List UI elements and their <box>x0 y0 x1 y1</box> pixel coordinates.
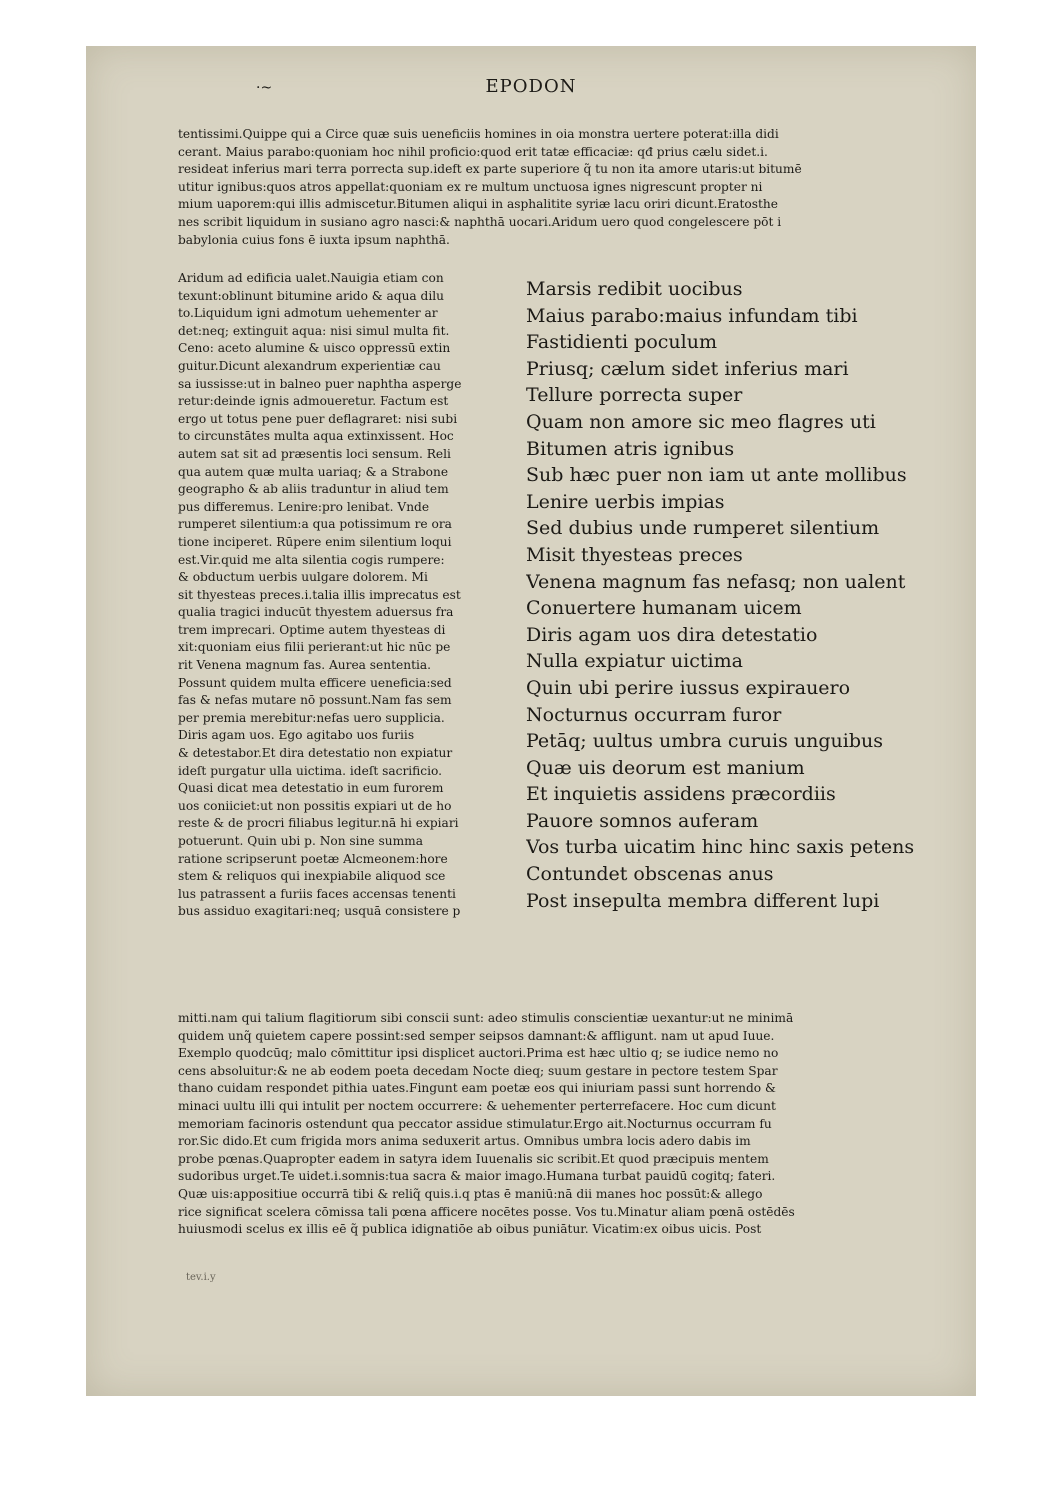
commentary-left-line: to circunstātes multa aqua extinxissent. Hoc <box>178 429 454 444</box>
commentary-left-line: reste & de procri filiabus legitur.nā hi expiari <box>178 816 459 831</box>
commentary-left-line: stem & reliquos qui inexpiabile aliquod sce <box>178 869 446 884</box>
commentary-bottom-line: ror.Sic dido.Et cum frigida mors anima seduxerit artus. Omnibus umbra locis adero dabis im <box>178 1134 751 1149</box>
verses-line: Et inquietis assidens præcordiis <box>526 783 836 806</box>
commentary-top-line: nes scribit liquidum in susiano agro nasci:& naphthā uocari.Aridum uero quod congelescere pōt i <box>178 214 782 229</box>
commentary-bottom-line: minaci uultu illi qui intulit per noctem occurrere: & uehementer perterrefacere. Hoc cum dicunt <box>178 1098 776 1113</box>
commentary-left-line: Aridum ad edificia ualet.Nauigia etiam con <box>178 271 444 285</box>
verses-line: Venena magnum fas nefasq; non ualent <box>526 570 906 593</box>
commentary-bottom-line: probe pœnas.Quapropter eadem in satyra idem Iuuenalis sic scribit.Et quod præcipuis mentem <box>178 1151 769 1166</box>
verses-line: Contundet obscenas anus <box>526 863 774 886</box>
verses-line: Bitumen atris ignibus <box>526 437 735 460</box>
commentary-bottom-line: mitti.nam qui talium flagitiorum sibi conscii sunt: adeo stimulis conscientiæ uexantur:ut ne minimā <box>178 1011 794 1025</box>
commentary-left-line: pus differemus. Lenire:pro lenibat. Vnde <box>178 499 430 514</box>
commentary-left-line: qualia tragici inducūt thyestem aduersus fra <box>178 605 454 620</box>
commentary-left-line: bus assiduo exagitari:neq; usquā consistere p <box>178 904 461 919</box>
verses-line: Quæ uis deorum est manium <box>526 756 805 779</box>
commentary-top-line: mium uaporem:qui illis admiscetur.Bitumen aliqui in asphalitite syriæ lacu oriri dicunt.Eratosthe <box>178 197 778 212</box>
commentary-left-line: sit thyesteas preces.i.talia illis imprecatus est <box>178 587 461 602</box>
commentary-bottom-line: Quæ uis:appositiue occurrā tibi & reliq̃ quis.i.q ptas ē maniū:nā dii manes hoc possūt:& allego <box>178 1186 763 1201</box>
commentary-left-line: sa iussisse:ut in balneo puer naphtha asperge <box>178 376 462 391</box>
commentary-left-line: lus patrassent a furiis faces accensas tenenti <box>178 886 456 901</box>
verses-line: Marsis redibit uocibus <box>526 278 743 300</box>
commentary-left-line: ideſt purgatur ulla uictima. ideſt sacrificio. <box>178 763 443 778</box>
commentary-left-line: tione inciperet. Rūpere enim silentium loqui <box>178 534 452 549</box>
verses-line: Tellure porrecta super <box>526 384 743 407</box>
commentary-bottom <box>178 1010 968 1239</box>
verses-line: Post insepulta membra different lupi <box>526 889 880 912</box>
verses-line: Maius parabo:maius infundam tibi <box>526 304 858 327</box>
verses-line: Pauore somnos auferam <box>526 809 759 832</box>
commentary-left-line: ratione scripserunt poetæ Alcmeonem:hore <box>178 851 448 866</box>
commentary-top-line: babylonia cuius fons ē iuxta ipsum naphthā. <box>178 232 450 247</box>
verses-line: Nocturnus occurram furor <box>526 703 782 726</box>
verse-column <box>526 276 936 914</box>
verses-line: Vos turba uicatim hinc hinc saxis petens <box>526 836 915 859</box>
commentary-bottom-line: quidem unq̃ quietem capere possint:sed semper seipsos damnant:& affligunt. nam ut apud Iuue. <box>178 1028 775 1043</box>
commentary-left-line: Possunt quidem multa efficere ueneficia:sed <box>178 675 452 690</box>
commentary-left-line: & detestabor.Et dira detestatio non expiatur <box>178 746 453 761</box>
commentary-left-line: uos coniiciet:ut non possitis expiari ut de ho <box>178 798 452 813</box>
commentary-top-line: tentissimi.Quippe qui a Circe quæ suis ueneficiis homines in oia monstra uertere poterat:illa didi <box>178 127 779 141</box>
commentary-left <box>178 270 523 921</box>
verses-line: Sed dubius unde rumperet silentium <box>526 517 880 540</box>
commentary-bottom-line: memoriam facinoris ostendunt qua peccator assidue stimulatur.Ergo ait.Nocturnus occurram fu <box>178 1116 772 1131</box>
commentary-left-line: fas & nefas mutare nō possunt.Nam fas sem <box>178 693 452 708</box>
commentary-bottom-line: cens absoluitur:& ne ab eodem poeta decedam Nocte dieq; suum gestare in pectore testem Spar <box>178 1063 778 1078</box>
verses-line: Lenire uerbis impias <box>526 490 725 513</box>
verses-line: Priusq; cælum sidet inferius mari <box>526 357 849 380</box>
verses-line: Sub hæc puer non iam ut ante mollibus <box>526 464 907 487</box>
commentary-left-line: guitur.Dicunt alexandrum experientiæ cau <box>178 358 441 373</box>
commentary-left-line: xit:quoniam eius filii perierant:ut hic nūc pe <box>178 640 451 655</box>
commentary-left-line: est.Vir.quid me alta silentia cogis rumpere: <box>178 552 445 567</box>
verses-line: Petāq; uultus umbra curuis unguibus <box>526 730 883 753</box>
verses-line: Misit thyesteas preces <box>526 543 743 566</box>
commentary-left-line: Quasi dicat mea detestatio in eum furorem <box>178 781 444 796</box>
commentary-left-line: rumperet silentium:a qua potissimum re ora <box>178 517 452 532</box>
commentary-bottom-line: thano cuidam respondet pithia uates.Fingunt eam poetæ eos qui iniuriam passi sunt horrendo & <box>178 1081 776 1096</box>
verses-line: Diris agam uos dira detestatio <box>526 623 818 646</box>
commentary-left-line: det:neq; extinguit aqua: nisi simul multa fit. <box>178 323 450 338</box>
commentary-left-line: to.Liquidum igni admotum uehementer ar <box>178 306 438 321</box>
commentary-left-line: per premia merebitur:nefas uero supplicia. <box>178 710 445 725</box>
commentary-left-line: & obductum uerbis uulgare dolorem. Mi <box>178 570 428 585</box>
book-page <box>86 46 976 1396</box>
commentary-left-line: retur:deinde ignis admoueretur. Factum est <box>178 394 449 409</box>
running-head-mark: ·~ <box>256 80 273 96</box>
running-title: EPODON <box>485 76 577 97</box>
verses-line: Quin ubi perire iussus expirauero <box>526 676 851 699</box>
commentary-left-line: qua autem quæ multa uariaq; & a Strabone <box>178 464 449 479</box>
commentary-top <box>178 126 968 249</box>
verses-line: Quam non amore sic meo flagres uti <box>526 410 876 433</box>
commentary-left-line: potuerunt. Quin ubi p. Non sine summa <box>178 834 423 848</box>
commentary-bottom-line: huiusmodi scelus ex illis eē q̃ publica idignatiōe ab oibus puniātur. Vicatim:ex oibus uicis. Post <box>178 1222 762 1237</box>
commentary-left-line: ergo ut totus pene puer deflagraret: nisi subi <box>178 411 458 426</box>
verses-line: Conuertere humanam uicem <box>526 597 802 620</box>
commentary-left-line: rit Venena magnum fas. Aurea sententia. <box>178 658 432 673</box>
verses-line: Fastidienti poculum <box>526 331 717 354</box>
commentary-top-line: cerant. Maius parabo:quoniam hoc nihil proficio:quod erit tatæ efficaciæ: qđ prius cælu sidet.i. <box>178 144 768 159</box>
commentary-top-line: resideat inferius mari terra porrecta sup.ideft ex parte superiore q̃ tu non ita amore utaris:ut bitumē <box>178 162 802 177</box>
commentary-left-line: geographo & ab aliis traduntur in aliud tem <box>178 482 449 497</box>
commentary-bottom-line: rice significat scelera cōmissa tali pœna afficere nocētes posse. Vos tu.Minatur aliam pœnā ostēdēs <box>178 1204 795 1219</box>
folio-mark: tev.i.y <box>186 1272 216 1283</box>
commentary-bottom-line: Exemplo quodcūq; malo cōmittitur ipsi displicet auctori.Prima est hæc ultio q; se iudice nemo no <box>178 1046 779 1061</box>
commentary-left-line: texunt:oblinunt bitumine arido & aqua dilu <box>178 288 445 303</box>
verses-line: Nulla expiatur uictima <box>526 650 743 673</box>
commentary-left-line: autem sat sit ad præsentis loci sensum. Reli <box>178 446 451 461</box>
commentary-left-line: Diris agam uos. Ego agitabo uos furiis <box>178 728 415 743</box>
commentary-top-line: utitur ignibus:quos atros appellat:quoniam ex re multum unctuosa ignes nigrescunt propter ni <box>178 179 763 194</box>
commentary-left-line: trem imprecari. Optime autem thyesteas di <box>178 622 446 637</box>
commentary-left-line: Ceno: aceto alumine & uisco oppressū extin <box>178 341 451 356</box>
commentary-bottom-line: sudoribus urget.Te uidet.i.somnis:tua sacra & maior imago.Humana turbat pauidū cogitq; fateri. <box>178 1169 776 1184</box>
